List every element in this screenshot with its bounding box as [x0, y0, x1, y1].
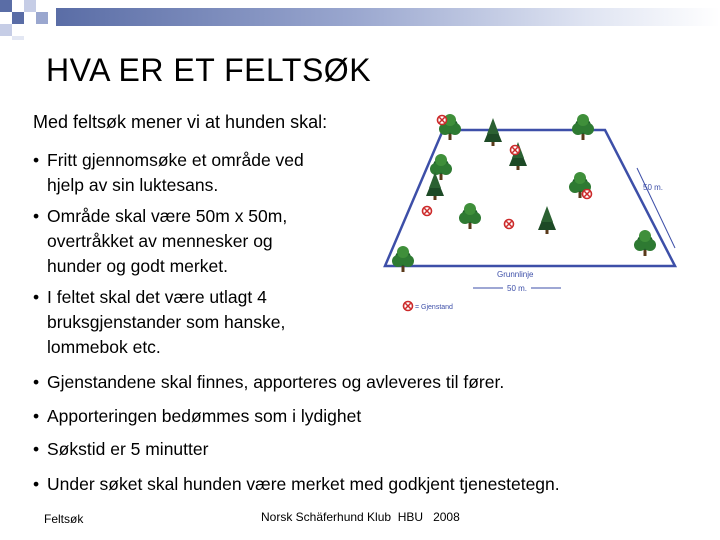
object-marker-icon — [438, 116, 447, 125]
bullet-line: Under søket skal hunden være merket med godkjent tjenestetegn. — [47, 474, 560, 494]
field-diagram — [375, 108, 705, 313]
field-boundary — [385, 130, 675, 266]
footer-center: Norsk Schäferhund Klub HBU 2008 — [261, 510, 460, 524]
intro-text: Med feltsøk mener vi at hunden skal: — [33, 112, 328, 132]
bullet-item — [33, 472, 560, 497]
bullet-item — [33, 370, 504, 395]
bullet-marker: • — [33, 406, 40, 426]
object-marker-icon — [511, 146, 520, 155]
tree-icon — [538, 206, 556, 234]
bullet-line: bruksgjenstander som hanske, — [47, 312, 286, 332]
object-marker-icon — [505, 220, 514, 229]
bullet-line: Apporteringen bedømmes som i lydighet — [47, 406, 362, 426]
bullet-line: I feltet skal det være utlagt 4 — [47, 287, 267, 307]
bullet-item — [33, 437, 208, 462]
bullet-item — [33, 285, 285, 360]
tree-icon — [430, 154, 452, 180]
legend-marker-icon — [404, 302, 413, 311]
bullet-line: Gjenstandene skal finnes, apporteres og avleveres til fører. — [47, 372, 505, 392]
tree-icon — [459, 203, 481, 229]
object-marker-icon — [423, 207, 432, 216]
corner-decoration — [0, 0, 60, 40]
bullet-item — [33, 404, 361, 429]
bullet-marker: • — [33, 372, 40, 392]
page-title: HVA ER ET FELTSØK — [46, 52, 372, 88]
tree-icon — [392, 246, 414, 272]
footer-left: Feltsøk — [44, 512, 84, 526]
header-gradient-bar — [56, 8, 720, 26]
legend-label: = Gjenstand — [415, 304, 453, 311]
object-marker-icon — [583, 190, 592, 199]
bullet-marker: • — [33, 439, 40, 459]
bullet-line: hunder og godt merket. — [47, 256, 228, 276]
bullet-marker: • — [33, 150, 40, 170]
bullet-line: Søkstid er 5 minutter — [47, 439, 209, 459]
bullet-marker: • — [33, 206, 40, 226]
bullet-line: Område skal være 50m x 50m, — [47, 206, 288, 226]
bullet-marker: • — [33, 287, 40, 307]
bullet-line: overtråkket av mennesker og — [47, 231, 273, 251]
bullet-line: Fritt gjennomsøke et område ved — [47, 150, 304, 170]
tree-icon — [572, 114, 594, 140]
tree-icon — [484, 118, 502, 146]
bullet-marker: • — [33, 474, 40, 494]
baseline-label: Grunnlinje — [497, 270, 534, 279]
bottom-measure-label: 50 m. — [507, 284, 528, 293]
bullet-line: lommebok etc. — [47, 337, 161, 357]
bullet-item — [33, 148, 304, 198]
tree-icon — [634, 230, 656, 256]
bullet-line: hjelp av sin luktesans. — [47, 175, 219, 195]
bullet-item — [33, 204, 287, 279]
side-measure-label: 50 m. — [643, 183, 664, 192]
